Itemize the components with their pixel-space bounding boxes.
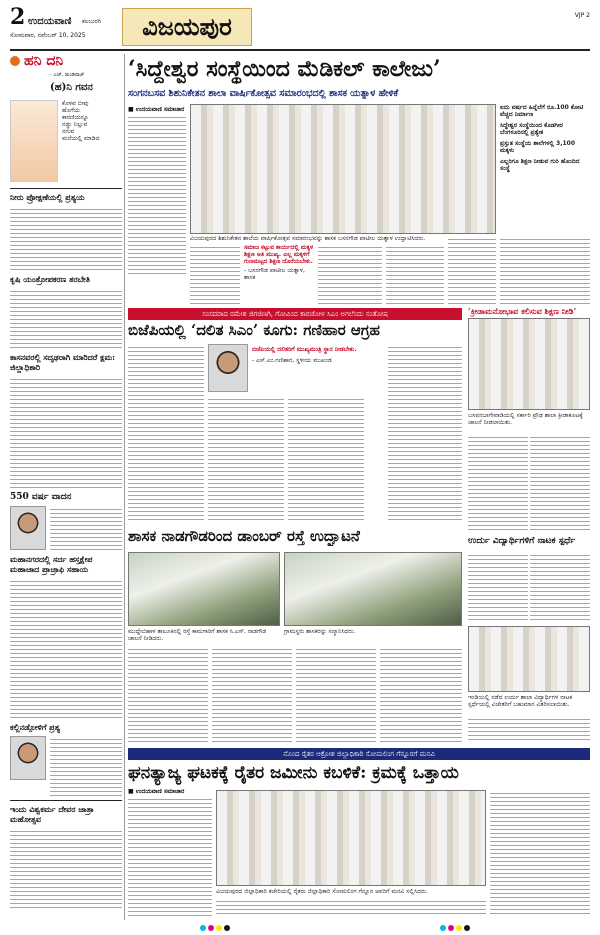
story5-headline: ಉರ್ದು ವಿದ್ಯಾರ್ಥಿಗಳಿಗೆ ನಾಟಕ ಸ್ಪರ್ಧೆ — [468, 536, 576, 546]
story4-photo — [468, 318, 590, 410]
bottom-photo — [216, 790, 486, 886]
section-title-text: ವಿಜಯಪುರ — [142, 12, 232, 41]
lead-body — [190, 244, 240, 304]
sidebar-story-body — [10, 376, 122, 488]
bottom-dateline: ■ ಉದಯವಾಣಿ ಸಮಾಚಾರ — [128, 788, 185, 795]
sidebar-story-body — [50, 736, 122, 796]
story3-body — [212, 646, 292, 742]
sidebar-story-head: ಮಹಾನಗರದಲ್ಲಿ ಸರ್ದ ಹಸ್ತಕ್ಷೇಪ ಮಹಾಜಾದ ಪ್ರಾಚ್ರಾಫಿ ಸಹಾಯ — [10, 554, 93, 574]
bullet-item: ಐದು ವರ್ಷದ ಹಿನ್ನೆಲೆಗೆ ರೂ.100 ಕೋಟಿ ವೆಚ್ಚದ ನಿರ್ಮಾಣ — [500, 104, 584, 118]
bottom-headline: ಘನತ್ಯಾಜ್ಯ ಘಟಕಕ್ಕೆ ರೈತರ ಜಮೀನು ಕಬಳಿಕೆ: ಕ್ರಮಕ್ಕೆ ಒತ್ತಾಯ — [128, 763, 459, 783]
story3-caption: ಮುದ್ದೇಬಿಹಾಳ ತಾಲೂಕಿನಲ್ಲಿ ರಸ್ತೆ ಕಾಮಗಾರಿಗೆ ಶಾಸಕ ಸಿ.ಎಸ್. ನಾಡಗೌಡ ಚಾಲನೆ ನೀಡಿದರು. — [128, 628, 267, 642]
lead-photo — [190, 104, 496, 234]
story5-body — [468, 716, 590, 742]
story5-body — [468, 552, 528, 622]
sidebar-story-head: ಕೃಷಿ ಯಂತ್ರೋಪಕರಣ ತರಬೇತಿ — [10, 274, 90, 284]
poem-line: ಕಾರಣಿಯನ್ನೂ — [62, 114, 89, 121]
story2-kicker: ಸಂಸದರಾದ ರಮೇಶ ಜಿಗಜಿಣಗಿ, ಗೋವಿಂದ ಕಾರಜೋಳ ಸಿಎಂ ಅಗಲೆಂದು ಸಂತೋಷ — [128, 308, 462, 320]
edition: ಕಲಬುರಗಿ — [82, 18, 102, 25]
print-marks — [200, 916, 232, 935]
story5-body — [530, 552, 590, 622]
lead-subheadline: ಸಂಗನಬಸವ ಶಿಶುನಿಕೇತನ ಶಾಲಾ ವಾರ್ಷಿಕೋತ್ಸವ ಸಮಾರಂಭದಲ್ಲಿ ಶಾಸಕ ಯತ್ನಾಳ ಹೇಳಿಕೆ — [128, 88, 399, 99]
lead-headline: ‘ಸಿದ್ದೇಶ್ವರ ಸಂಸ್ಥೆಯಿಂದ ಮೆಡಿಕಲ್ ಕಾಲೇಜು’ — [128, 56, 441, 82]
story4-body — [468, 434, 528, 530]
print-marks — [440, 916, 472, 935]
sidebar-story-head: 550 ವರ್ಷ ವಾದನ — [10, 492, 72, 502]
lead-body — [318, 244, 382, 304]
story3-headline: ಶಾಸಕ ನಾಡಗೌಡರಿಂದ ಡಾಂಬರ್ ರಸ್ತೆ ಉದ್ಘಾಟನೆ — [128, 527, 360, 545]
section-title — [122, 8, 252, 46]
sidebar-story-body — [10, 206, 122, 270]
brand: ಹನಿ ದನಿ — [24, 53, 64, 69]
sidebar-story-head: ಕಾಸನವರಲ್ಲಿ ಸದೃಢರಾಗಿ ಮಾರಿದರೆ ಕ್ಷಮ: ಜಿಲ್ಲಾಧಿಕಾರಿ — [10, 352, 116, 372]
bottom-kicker: ನೊಂದ ರೈತರ ಆಕ್ರೋಶ ಜಿಲ್ಲಾಧಿಕಾರಿ ಸೋಮಲಿಂಗ ಗೆನ್ನೂರಗೆ ಮನವಿ — [128, 748, 590, 760]
poem-line: ಕೊಳವ ಬೀವು — [62, 100, 89, 107]
bottom-caption: ವಿಜಯಪುರದ ಜಿಲ್ಲಾಧಿಕಾರಿ ಕಚೇರಿಯಲ್ಲಿ ರೈತರು ಜಿಲ್ಲಾಧಿಕಾರಿ ಸೋಮಲಿಂಗ ಗೆನ್ನೂರ ಅವರಿಗೆ ಮನವಿ ಸಲ್ಲಿಸಿದರು. — [216, 888, 429, 895]
sidebar-story-head: ಇಂದು ವಿಶ್ವಕರ್ಮ ದೇವರ ಜಾತ್ರಾ ಮಹೋತ್ಸವ — [10, 804, 94, 824]
sidebar-story-body — [10, 288, 122, 348]
story3-body — [380, 646, 462, 742]
poem-line: ನಗುವ — [62, 128, 75, 135]
sidebar-story-body — [10, 578, 122, 718]
bullet-item: ಸಿದ್ಧೇಶ್ವರ ಸಂಸ್ಥೆಯಿಂದ ಕೊಡಗೀರ ಬೆಂಗಳೂರಿನಲ್ಲಿ ಪ್ರತ್ಯೇಕ — [500, 122, 563, 136]
story4-body — [530, 434, 590, 530]
sidebar-story-head: ಕಲ್ಲಿನಡ್ಗೋಳಿಗೆ ಪ್ರತ್ಯ — [10, 722, 60, 732]
poem-line: ನಡ್ಡು ನಿಲ್ಲುವ — [62, 121, 88, 128]
story4-caption: ಬಸವನಬಾಗೇವಾಡಿಯಲ್ಲಿ ಸರ್ಕಾರಿ ಪ್ರೌಢ ಶಾಲಾ ಕ್ರೀಡಾಕೂಟಕ್ಕೆ ಚಾಲನೆ ನೀಡಲಾಯಿತು. — [468, 412, 583, 426]
portrait-photo — [208, 344, 248, 392]
lead-body — [500, 236, 590, 304]
brand-box — [10, 54, 122, 186]
sidebar-story-body — [10, 828, 122, 908]
poem — [62, 100, 122, 142]
bullet-item: ಎಲ್ಲರಿಗೂ ಶಿಕ್ಷಣ ನೀಡುವ ಗುರಿ ಹೊಂದಿದ ಸಂಸ್ಥೆ — [500, 158, 580, 172]
story3-photo — [128, 552, 280, 626]
quote-author: - ಎಸ್.ಎಂ.ಗಣಿಹಾರ, ಸ್ಥಳೀಯ ಮುಖಂಡ — [252, 357, 332, 364]
paper-name: ಉದಯವಾಣಿ — [28, 16, 72, 27]
divider — [10, 188, 122, 189]
lead-body — [386, 244, 444, 304]
column-title: (ಹ)ನಿ ಗವನ — [50, 82, 93, 93]
quote-text: ಬಿಜೆಪಿಯಲ್ಲಿ ದಲಿತರಿಗೆ ಮುಖ್ಯಮಂತ್ರಿ ಸ್ಥಾನ ನೀಡಬೇಕು. — [252, 346, 357, 353]
story2-body — [288, 396, 364, 520]
story2-body — [128, 344, 204, 520]
cartoon-image — [10, 100, 58, 182]
column-divider — [124, 54, 125, 920]
story5-photo — [468, 626, 590, 692]
poem-line: ಮನೆಯಲ್ಲಿ ಮಾಡಿದ — [62, 135, 100, 142]
bottom-body — [128, 796, 212, 916]
story3-photo — [284, 552, 462, 626]
story2-body — [388, 344, 462, 520]
brand-logo-icon — [10, 56, 20, 66]
lead-body — [128, 114, 186, 274]
divider — [10, 800, 122, 801]
page-number: 2 — [10, 4, 26, 30]
lead-bullets — [500, 104, 590, 232]
bullet-item: ಪ್ರಸ್ತುತ ಸಂಸ್ಥೆಯ ಶಾಲೆಗಳಲ್ಲಿ 3,100 ಮಕ್ಕಳು — [500, 140, 576, 154]
lead-quote — [244, 244, 314, 304]
poem-line: ಹೊಗೆಯ — [62, 107, 80, 114]
date-line: ಸೋಮವಾರ, ನವೆಂಬರ್ 10, 2025 — [10, 32, 86, 39]
portrait-photo — [10, 506, 46, 550]
story2-headline: ಬಿಜೆಪಿಯಲ್ಲಿ ‘ದಲಿತ ಸಿಎಂ’ ಕೂಗು: ಗಣಿಹಾರ ಆಗ್ರಹ — [128, 321, 380, 339]
lead-body — [448, 236, 496, 304]
masthead — [10, 4, 590, 48]
corner-label: VJP 2 — [574, 12, 590, 19]
story3-caption: ಗ್ರಾಮಸ್ಥರು ಶಾಸಕರನ್ನು ಸನ್ಮಾನಿಸಿದರು. — [284, 628, 356, 635]
sidebar-story-body — [50, 506, 122, 550]
masthead-rule — [10, 49, 590, 51]
lead-dateline: ■ ಉದಯವಾಣಿ ಸಮಾಚಾರ — [128, 106, 185, 113]
bottom-body — [490, 790, 590, 916]
story2-body — [208, 396, 284, 520]
story2-quote — [252, 346, 384, 364]
quote-text: ಸಮಾಜ ಕಟ್ಟುವ ಕಾರ್ಯದಲ್ಲಿ ಮಕ್ಕಳ ಶಿಕ್ಷಣ ಅತಿ ಮುಖ್ಯ. ಎಲ್ಲ ಮಕ್ಕಳಿಗೆ ಗುಣಮಟ್ಟದ ಶಿಕ್ಷಣ ದೊರೆಯಬೇಕು. — [244, 244, 314, 265]
bottom-body — [216, 898, 486, 916]
sidebar-story-head: ನೀರು ಪ್ರೋಕ್ಷಣೆಯಲ್ಲಿ ಪ್ರತ್ಯಯ — [10, 192, 85, 202]
brand-author: - ಎಚ್. ಡುಂಡಿರಾಜ್ — [50, 72, 85, 78]
story3-body — [296, 646, 376, 742]
story3-body — [128, 646, 208, 742]
portrait-photo — [10, 736, 46, 780]
lead-photo-caption: ವಿಜಯಪುರದ ಶಿಶುನಿಕೇತನ ಶಾಲೆಯ ವಾರ್ಷಿಕೋತ್ಸವ ಸಮಾರಂಭವನ್ನು ಶಾಸಕ ಬಸನಗೌಡ ಪಾಟೀಲ ಯತ್ನಾಳ ಉದ್ಘಾಟಿಸಿದರು. — [190, 235, 426, 242]
quote-author: - ಬಸನಗೌಡ ಪಾಟೀಲ ಯತ್ನಾಳ, ಶಾಸಕ — [244, 267, 305, 281]
story5-caption: ಇಂಡಿಯಲ್ಲಿ ನಡೆದ ಉರ್ದು ಶಾಲಾ ವಿದ್ಯಾರ್ಥಿಗಳ ನಾಟಕ ಸ್ಪರ್ಧೆಯಲ್ಲಿ ವಿಜೇತರಿಗೆ ಬಹುಮಾನ ವಿತರಿಸಲಾಯಿತು. — [468, 694, 573, 708]
sidebar — [10, 54, 122, 920]
story4-headline: ‘ಕ್ರೀಡಾಮನೋಭಾವ ಕಲಿಸುವ ಶಿಕ್ಷಣ ನೀಡಿ’ — [468, 306, 577, 316]
